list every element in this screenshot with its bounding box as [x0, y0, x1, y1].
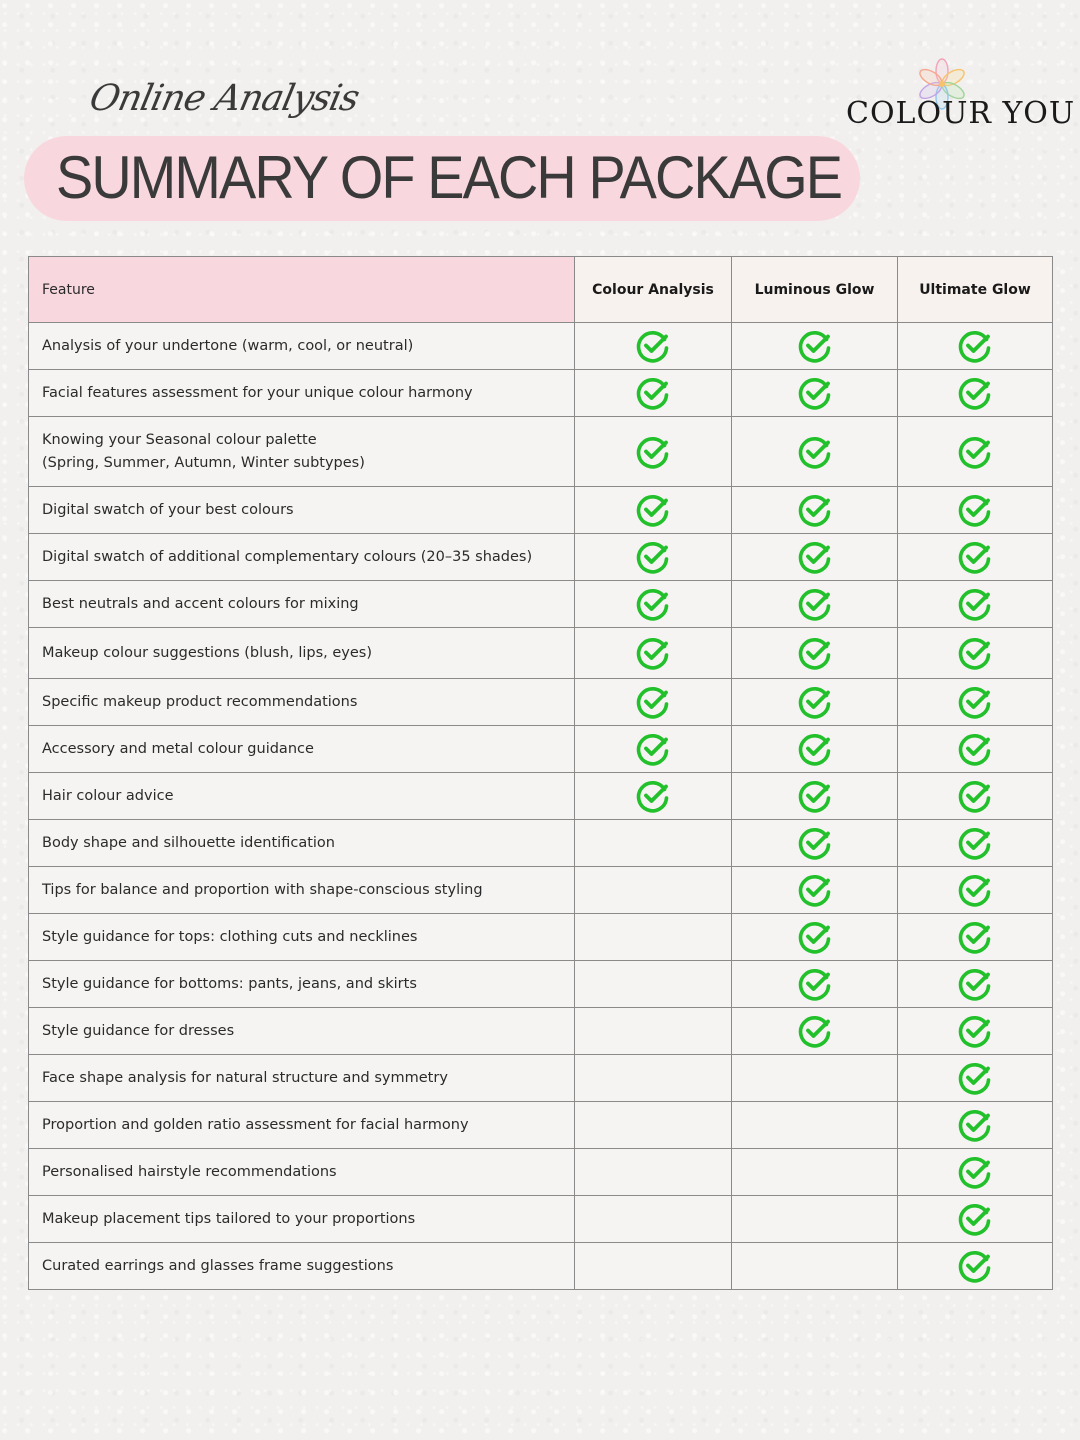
cell-ultimate-glow	[898, 1102, 1053, 1149]
check-icon	[635, 684, 671, 720]
feature-label: Accessory and metal colour guidance	[42, 740, 314, 757]
feature-label: Specific makeup product recommendations	[42, 693, 358, 710]
check-icon	[797, 586, 833, 622]
table-row	[29, 1196, 1053, 1243]
table-row	[29, 1008, 1053, 1055]
cell-luminous-glow	[732, 534, 898, 581]
check-icon	[957, 434, 993, 470]
check-icon	[957, 684, 993, 720]
cell-ultimate-glow	[898, 820, 1053, 867]
table-row	[29, 961, 1053, 1008]
check-icon	[635, 539, 671, 575]
table-row	[29, 628, 1053, 679]
feature-label: Body shape and silhouette identification	[42, 834, 335, 851]
feature-label: Hair colour advice	[42, 787, 174, 804]
cell-ultimate-glow	[898, 773, 1053, 820]
table-header-row	[29, 257, 1053, 323]
feature-cell	[29, 1055, 575, 1102]
cell-colour-analysis	[575, 961, 732, 1008]
cell-luminous-glow	[732, 323, 898, 370]
cell-ultimate-glow	[898, 323, 1053, 370]
check-icon	[635, 492, 671, 528]
table-row	[29, 679, 1053, 726]
table-row	[29, 534, 1053, 581]
cell-colour-analysis	[575, 1149, 732, 1196]
cell-ultimate-glow	[898, 628, 1053, 679]
cell-ultimate-glow	[898, 914, 1053, 961]
cell-colour-analysis	[575, 914, 732, 961]
cell-colour-analysis	[575, 581, 732, 628]
cell-ultimate-glow	[898, 487, 1053, 534]
check-icon	[797, 684, 833, 720]
check-icon	[797, 375, 833, 411]
feature-cell	[29, 773, 575, 820]
cell-luminous-glow	[732, 370, 898, 417]
check-icon	[797, 1013, 833, 1049]
check-icon	[797, 778, 833, 814]
cell-colour-analysis	[575, 628, 732, 679]
cell-luminous-glow	[732, 1196, 898, 1243]
cell-luminous-glow	[732, 867, 898, 914]
check-icon	[797, 966, 833, 1002]
cell-colour-analysis	[575, 679, 732, 726]
check-icon	[957, 1248, 993, 1284]
check-icon	[797, 328, 833, 364]
check-icon	[797, 539, 833, 575]
cell-luminous-glow	[732, 773, 898, 820]
cell-ultimate-glow	[898, 679, 1053, 726]
feature-label: Style guidance for dresses	[42, 1022, 235, 1039]
cell-colour-analysis	[575, 867, 732, 914]
table-row	[29, 417, 1053, 487]
cell-colour-analysis	[575, 1196, 732, 1243]
feature-cell	[29, 534, 575, 581]
feature-cell	[29, 628, 575, 679]
check-icon	[957, 1060, 993, 1096]
feature-cell	[29, 1149, 575, 1196]
feature-cell	[29, 581, 575, 628]
check-icon	[957, 1013, 993, 1049]
cell-ultimate-glow	[898, 961, 1053, 1008]
cell-ultimate-glow	[898, 1149, 1053, 1196]
cell-luminous-glow	[732, 726, 898, 773]
feature-cell	[29, 679, 575, 726]
feature-label: Best neutrals and accent colours for mixing	[42, 595, 359, 612]
column-header-ultimate-glow: Ultimate Glow	[898, 257, 1053, 323]
feature-cell	[29, 417, 575, 487]
check-icon	[635, 778, 671, 814]
feature-label: Style guidance for bottoms: pants, jeans, and skirts	[42, 975, 417, 992]
cell-colour-analysis	[575, 1008, 732, 1055]
cell-colour-analysis	[575, 820, 732, 867]
feature-label: Makeup colour suggestions (blush, lips, eyes)	[42, 644, 372, 661]
cell-luminous-glow	[732, 1149, 898, 1196]
check-icon	[635, 328, 671, 364]
feature-cell	[29, 1008, 575, 1055]
check-icon	[957, 919, 993, 955]
feature-label: Personalised hairstyle recommendations	[42, 1163, 337, 1180]
cell-colour-analysis	[575, 323, 732, 370]
check-icon	[957, 492, 993, 528]
feature-label: Face shape analysis for natural structure and symmetry	[42, 1069, 448, 1086]
cell-ultimate-glow	[898, 370, 1053, 417]
table-row	[29, 914, 1053, 961]
cell-ultimate-glow	[898, 726, 1053, 773]
table-row	[29, 726, 1053, 773]
feature-cell	[29, 1102, 575, 1149]
feature-cell	[29, 487, 575, 534]
feature-cell	[29, 914, 575, 961]
check-icon	[957, 539, 993, 575]
check-icon	[797, 434, 833, 470]
cell-ultimate-glow	[898, 1243, 1053, 1290]
cell-luminous-glow	[732, 961, 898, 1008]
column-header-feature: Feature	[29, 257, 575, 323]
feature-cell	[29, 1243, 575, 1290]
feature-cell	[29, 370, 575, 417]
feature-cell	[29, 961, 575, 1008]
cell-luminous-glow	[732, 1102, 898, 1149]
feature-label: Facial features assessment for your unique colour harmony	[42, 384, 473, 401]
table-row	[29, 370, 1053, 417]
cell-luminous-glow	[732, 679, 898, 726]
check-icon	[957, 778, 993, 814]
brand-name: COLOUR YOU	[846, 96, 1076, 131]
check-icon	[957, 872, 993, 908]
cell-colour-analysis	[575, 370, 732, 417]
check-icon	[957, 635, 993, 671]
cell-luminous-glow	[732, 914, 898, 961]
feature-label: Curated earrings and glasses frame suggestions	[42, 1257, 394, 1274]
cell-luminous-glow	[732, 1055, 898, 1102]
check-icon	[957, 1154, 993, 1190]
cell-ultimate-glow	[898, 534, 1053, 581]
feature-label: Style guidance for tops: clothing cuts and necklines	[42, 928, 418, 945]
cell-colour-analysis	[575, 773, 732, 820]
feature-label: Digital swatch of your best colours	[42, 501, 294, 518]
cell-ultimate-glow	[898, 1008, 1053, 1055]
check-icon	[797, 872, 833, 908]
feature-label: Analysis of your undertone (warm, cool, or neutral)	[42, 337, 414, 354]
table-row	[29, 323, 1053, 370]
cell-luminous-glow	[732, 1243, 898, 1290]
page-title: SUMMARY OF EACH PACKAGE	[56, 144, 842, 211]
cell-luminous-glow	[732, 820, 898, 867]
check-icon	[797, 731, 833, 767]
table-row	[29, 1102, 1053, 1149]
cell-colour-analysis	[575, 487, 732, 534]
cell-colour-analysis	[575, 1243, 732, 1290]
table-row	[29, 1055, 1053, 1102]
cell-colour-analysis	[575, 534, 732, 581]
table-row	[29, 581, 1053, 628]
check-icon	[635, 635, 671, 671]
check-icon	[797, 919, 833, 955]
check-icon	[635, 586, 671, 622]
feature-label: Makeup placement tips tailored to your proportions	[42, 1210, 416, 1227]
feature-cell	[29, 820, 575, 867]
check-icon	[957, 375, 993, 411]
cell-colour-analysis	[575, 1055, 732, 1102]
cell-ultimate-glow	[898, 581, 1053, 628]
cell-colour-analysis	[575, 726, 732, 773]
check-icon	[957, 586, 993, 622]
check-icon	[635, 434, 671, 470]
check-icon	[957, 966, 993, 1002]
feature-cell	[29, 867, 575, 914]
check-icon	[797, 492, 833, 528]
cell-ultimate-glow	[898, 1196, 1053, 1243]
feature-label: Digital swatch of additional complementary colours (20–35 shades)	[42, 548, 533, 565]
feature-label: Knowing your Seasonal colour palette	[42, 431, 317, 448]
brand-logo	[842, 56, 1076, 136]
feature-cell	[29, 726, 575, 773]
check-icon	[957, 1201, 993, 1237]
check-icon	[957, 328, 993, 364]
cell-ultimate-glow	[898, 417, 1053, 487]
table-row	[29, 487, 1053, 534]
cell-colour-analysis	[575, 1102, 732, 1149]
table-row	[29, 867, 1053, 914]
cell-luminous-glow	[732, 581, 898, 628]
check-icon	[635, 375, 671, 411]
feature-label: Tips for balance and proportion with shape-conscious styling	[42, 881, 483, 898]
cell-luminous-glow	[732, 1008, 898, 1055]
cell-colour-analysis	[575, 417, 732, 487]
column-header-luminous-glow: Luminous Glow	[732, 257, 898, 323]
check-icon	[957, 1107, 993, 1143]
table-row	[29, 1243, 1053, 1290]
check-icon	[635, 731, 671, 767]
check-icon	[957, 825, 993, 861]
feature-label-line2: (Spring, Summer, Autumn, Winter subtypes)	[42, 454, 365, 471]
feature-label: Proportion and golden ratio assessment for facial harmony	[42, 1116, 469, 1133]
cell-luminous-glow	[732, 487, 898, 534]
subtitle: Online Analysis	[86, 78, 363, 119]
package-comparison-table	[28, 256, 1053, 1290]
feature-cell	[29, 323, 575, 370]
cell-ultimate-glow	[898, 867, 1053, 914]
table-row	[29, 820, 1053, 867]
table-row	[29, 1149, 1053, 1196]
table-row	[29, 773, 1053, 820]
check-icon	[797, 825, 833, 861]
cell-ultimate-glow	[898, 1055, 1053, 1102]
column-header-colour-analysis: Colour Analysis	[575, 257, 732, 323]
cell-luminous-glow	[732, 628, 898, 679]
cell-luminous-glow	[732, 417, 898, 487]
check-icon	[797, 635, 833, 671]
check-icon	[957, 731, 993, 767]
feature-cell	[29, 1196, 575, 1243]
